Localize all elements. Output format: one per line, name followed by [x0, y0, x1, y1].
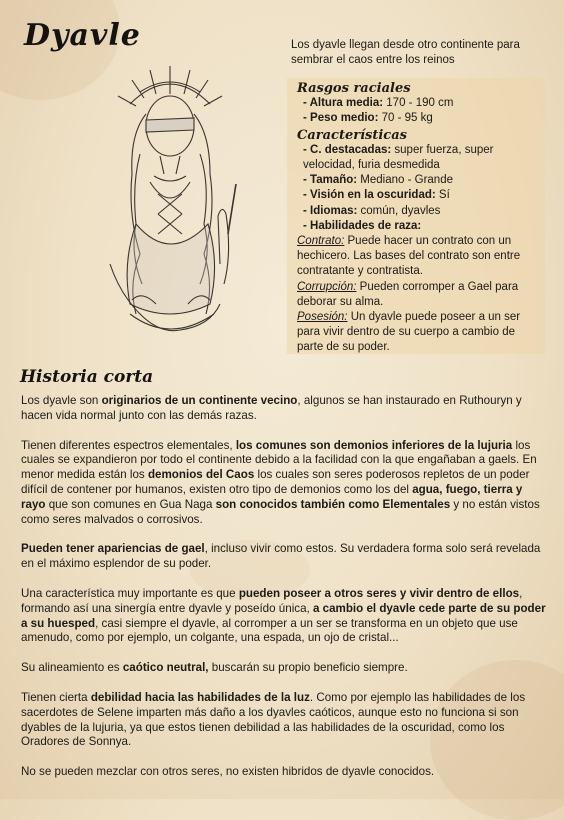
- collar: [154, 176, 186, 181]
- bold-run: Pueden tener apariencias de gael: [21, 542, 205, 556]
- text-run: Tienen cierta: [21, 690, 91, 704]
- history-paragraph-5: [21, 661, 547, 676]
- languages-value: común, dyavles: [357, 204, 441, 217]
- darkvision-value: Sí: [435, 189, 450, 202]
- contract-value: Puede hacer un contrato con un hechicero. Las bases del contrato son entre contratante y contratista.: [297, 235, 521, 278]
- text-run: . Como por ejemplo las habilidades de los sacerdotes de Selene imparten más daño a los dyavles caóticos, aunque esto no funciona si son dyables de la lujuria, ya que estos tienen debilidad a las habilidades de la oscuridad, como los Oradores de Sonnya.: [21, 690, 526, 749]
- skills-row: [297, 219, 543, 234]
- history-paragraph-3: [21, 542, 547, 572]
- text-run: , formando así una sinergía entre dyavle y poseído única,: [21, 586, 523, 615]
- bold-run: a cambio el dyavle cede parte de su poder a su huesped: [21, 601, 546, 630]
- corruption-value: Pueden corromper a Gael para deborar su alma.: [297, 280, 519, 308]
- size-label: - Tamaño:: [303, 174, 358, 187]
- languages-row: [297, 204, 543, 219]
- bold-run: agua, fuego, tierra y rayo: [21, 482, 523, 511]
- racial-traits-heading: Rasgos raciales: [297, 81, 411, 96]
- contract-row: [297, 234, 543, 280]
- weight-label: - Peso medio:: [303, 112, 379, 125]
- contract-label: Contrato:: [297, 235, 345, 248]
- featured-value: super fuerza, super velocidad, furia desmedida: [303, 143, 494, 172]
- size-value: Mediano - Grande: [357, 174, 453, 187]
- history-paragraph-2: [21, 439, 547, 528]
- history-paragraph-6: [21, 691, 547, 750]
- raised-hand: [218, 209, 229, 284]
- text-run: los cuales son seres poderosos repletos de un poder difícil de contener por humanos, existen otro tipo de demonios como los del: [21, 468, 530, 496]
- characteristics-heading: Características: [297, 127, 407, 143]
- bold-run: son conocidos también como Elementales: [215, 497, 451, 511]
- info-panel: [297, 80, 543, 356]
- text-run: , algunos se han instaurado en Ruthouryn y hacen vida normal junto con las demás razas.: [21, 394, 522, 422]
- corruption-row: [297, 280, 543, 310]
- blindfold: [146, 118, 194, 132]
- possession-value: Un dyavle puede poseer a un ser para vivir dentro de su cuerpo a cambio de parte de su poder.: [297, 311, 521, 354]
- bold-run: caótico neutral,: [122, 661, 209, 675]
- text-run: buscarán su propio beneficio siempre.: [208, 661, 408, 675]
- page-title: Dyavle: [24, 18, 141, 53]
- possession-row: [297, 310, 543, 356]
- history-body: [21, 394, 547, 795]
- languages-label: - Idiomas:: [303, 204, 358, 217]
- text-run: y no están vistos como seres malvados o corrosivos.: [21, 497, 540, 526]
- history-paragraph-7: [21, 765, 547, 780]
- darkvision-label: - Visión en la oscuridad:: [303, 189, 436, 202]
- text-run: No se pueden mezclar con otros seres, no existen hibridos de dyavle conocidos.: [21, 765, 435, 779]
- corruption-label: Corrupción:: [297, 280, 357, 293]
- featured-label: - C. destacadas:: [303, 143, 392, 156]
- history-paragraph-4: [21, 587, 547, 646]
- text-run: Tienen diferentes espectros elementales,: [21, 438, 236, 452]
- weight-value: 70 - 95 kg: [378, 112, 433, 125]
- height-label: - Altura media:: [303, 97, 384, 110]
- text-run: los cuales se expandieron por todo el continente debido a la facilidad con la que engañaban a gaels. En menor medida están los: [21, 438, 537, 482]
- bold-run: originarios de un continente vecino: [101, 394, 298, 407]
- history-heading: Historia corta: [20, 367, 154, 387]
- possession-label: Posesión:: [297, 311, 348, 324]
- text-run: , incluso vivir como estos. Su verdadera forma solo será revelada en el máximo esplendor de su poder.: [21, 542, 541, 571]
- bold-run: los comunes son demonios inferiores de la lujuria: [235, 438, 513, 452]
- height-value: 170 - 190 cm: [383, 97, 454, 110]
- character-portrait-illustration: [70, 64, 270, 356]
- text-run: Su alineamiento es: [21, 661, 123, 675]
- history-paragraph-1: [21, 394, 547, 424]
- featured-row: [297, 143, 543, 173]
- text-run: que son comunes en Gua Naga: [45, 497, 216, 511]
- skills-label: - Habilidades de raza:: [303, 219, 422, 232]
- intro-text: Los dyavle llegan desde otro continente para sembrar el caos entre los reinos: [291, 39, 520, 66]
- bold-run: demonios del Caos: [147, 468, 255, 482]
- text-run: Una característica muy importante es que: [21, 586, 239, 600]
- text-run: Los dyavle son: [21, 394, 102, 407]
- corset-laces: [158, 194, 182, 234]
- bold-run: debilidad hacia las habilidades de la luz: [90, 690, 310, 704]
- size-row: [297, 173, 543, 188]
- bold-run: pueden poseer a otros seres y vivir dentro de ellos: [238, 586, 520, 600]
- weight-row: [297, 111, 543, 126]
- dress: [127, 224, 214, 314]
- text-run: , casi siempre el dyavle, al corromper a un ser se transforma en un objeto que use amenudo, como por ejemplo, un colgante, una espada, un ojo de cristal...: [21, 616, 518, 645]
- darkvision-row: [297, 188, 543, 203]
- height-row: [297, 96, 543, 111]
